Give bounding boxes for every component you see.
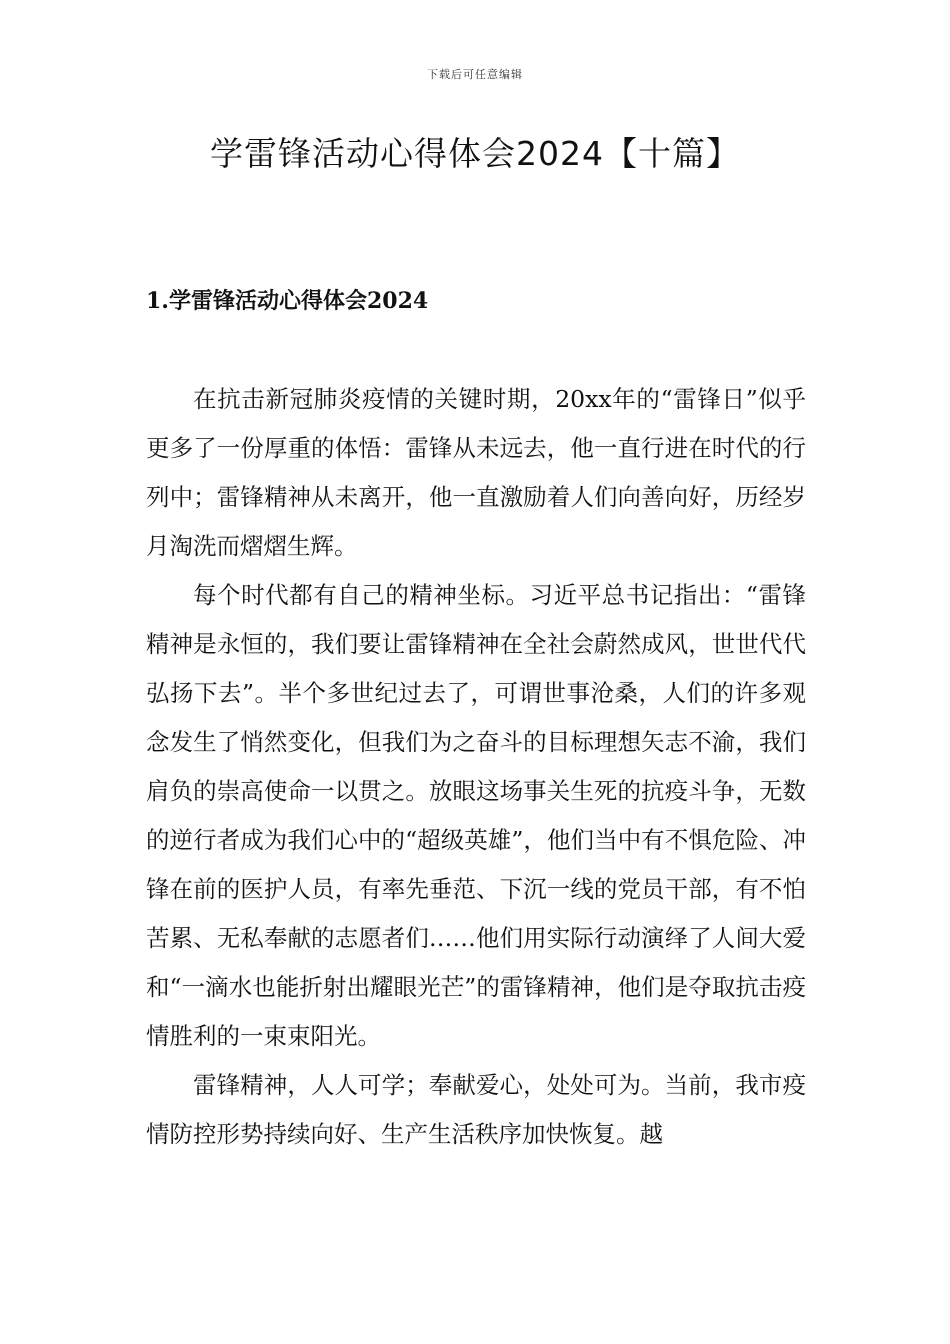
paragraph: 雷锋精神，人人可学；奉献爱心，处处可为。当前，我市疫情防控形势持续向好、生产生活秩序加快恢复。越 [146,1071,806,1148]
section-heading: 1.学雷锋活动心得体会2024 [146,288,429,314]
paragraph: 在抗击新冠肺炎疫情的关键时期，20xx年的“雷锋日”似乎更多了一份厚重的体悟：雷锋从未远去，他一直行进在时代的行列中；雷锋精神从未离开，他一直激励着人们向善向好，历经岁月淘洗而熠熠生辉。 [146,385,806,560]
document-title: 学雷锋活动心得体会2024【十篇】 [210,134,740,173]
body-text [146,375,806,1159]
paragraph: 每个时代都有自己的精神坐标。习近平总书记指出：“雷锋精神是永恒的，我们要让雷锋精神在全社会蔚然成风，世世代代弘扬下去”。半个多世纪过去了，可谓世事沧桑，人们的许多观念发生了悄然变化，但我们为之奋斗的目标理想矢志不渝，我们肩负的崇高使命一以贯之。放眼这场事关生死的抗疫斗争，无数的逆行者成为我们心中的“超级英雄”，他们当中有不惧危险、冲锋在前的医护人员，有率先垂范、下沉一线的党员干部，有不怕苦累、无私奉献的志愿者们……他们用实际行动演绎了人间大爱和“一滴水也能折射出耀眼光芒”的雷锋精神，他们是夺取抗击疫情胜利的一束束阳光。 [146,581,806,1050]
header-note: 下载后可任意编辑 [427,68,523,81]
